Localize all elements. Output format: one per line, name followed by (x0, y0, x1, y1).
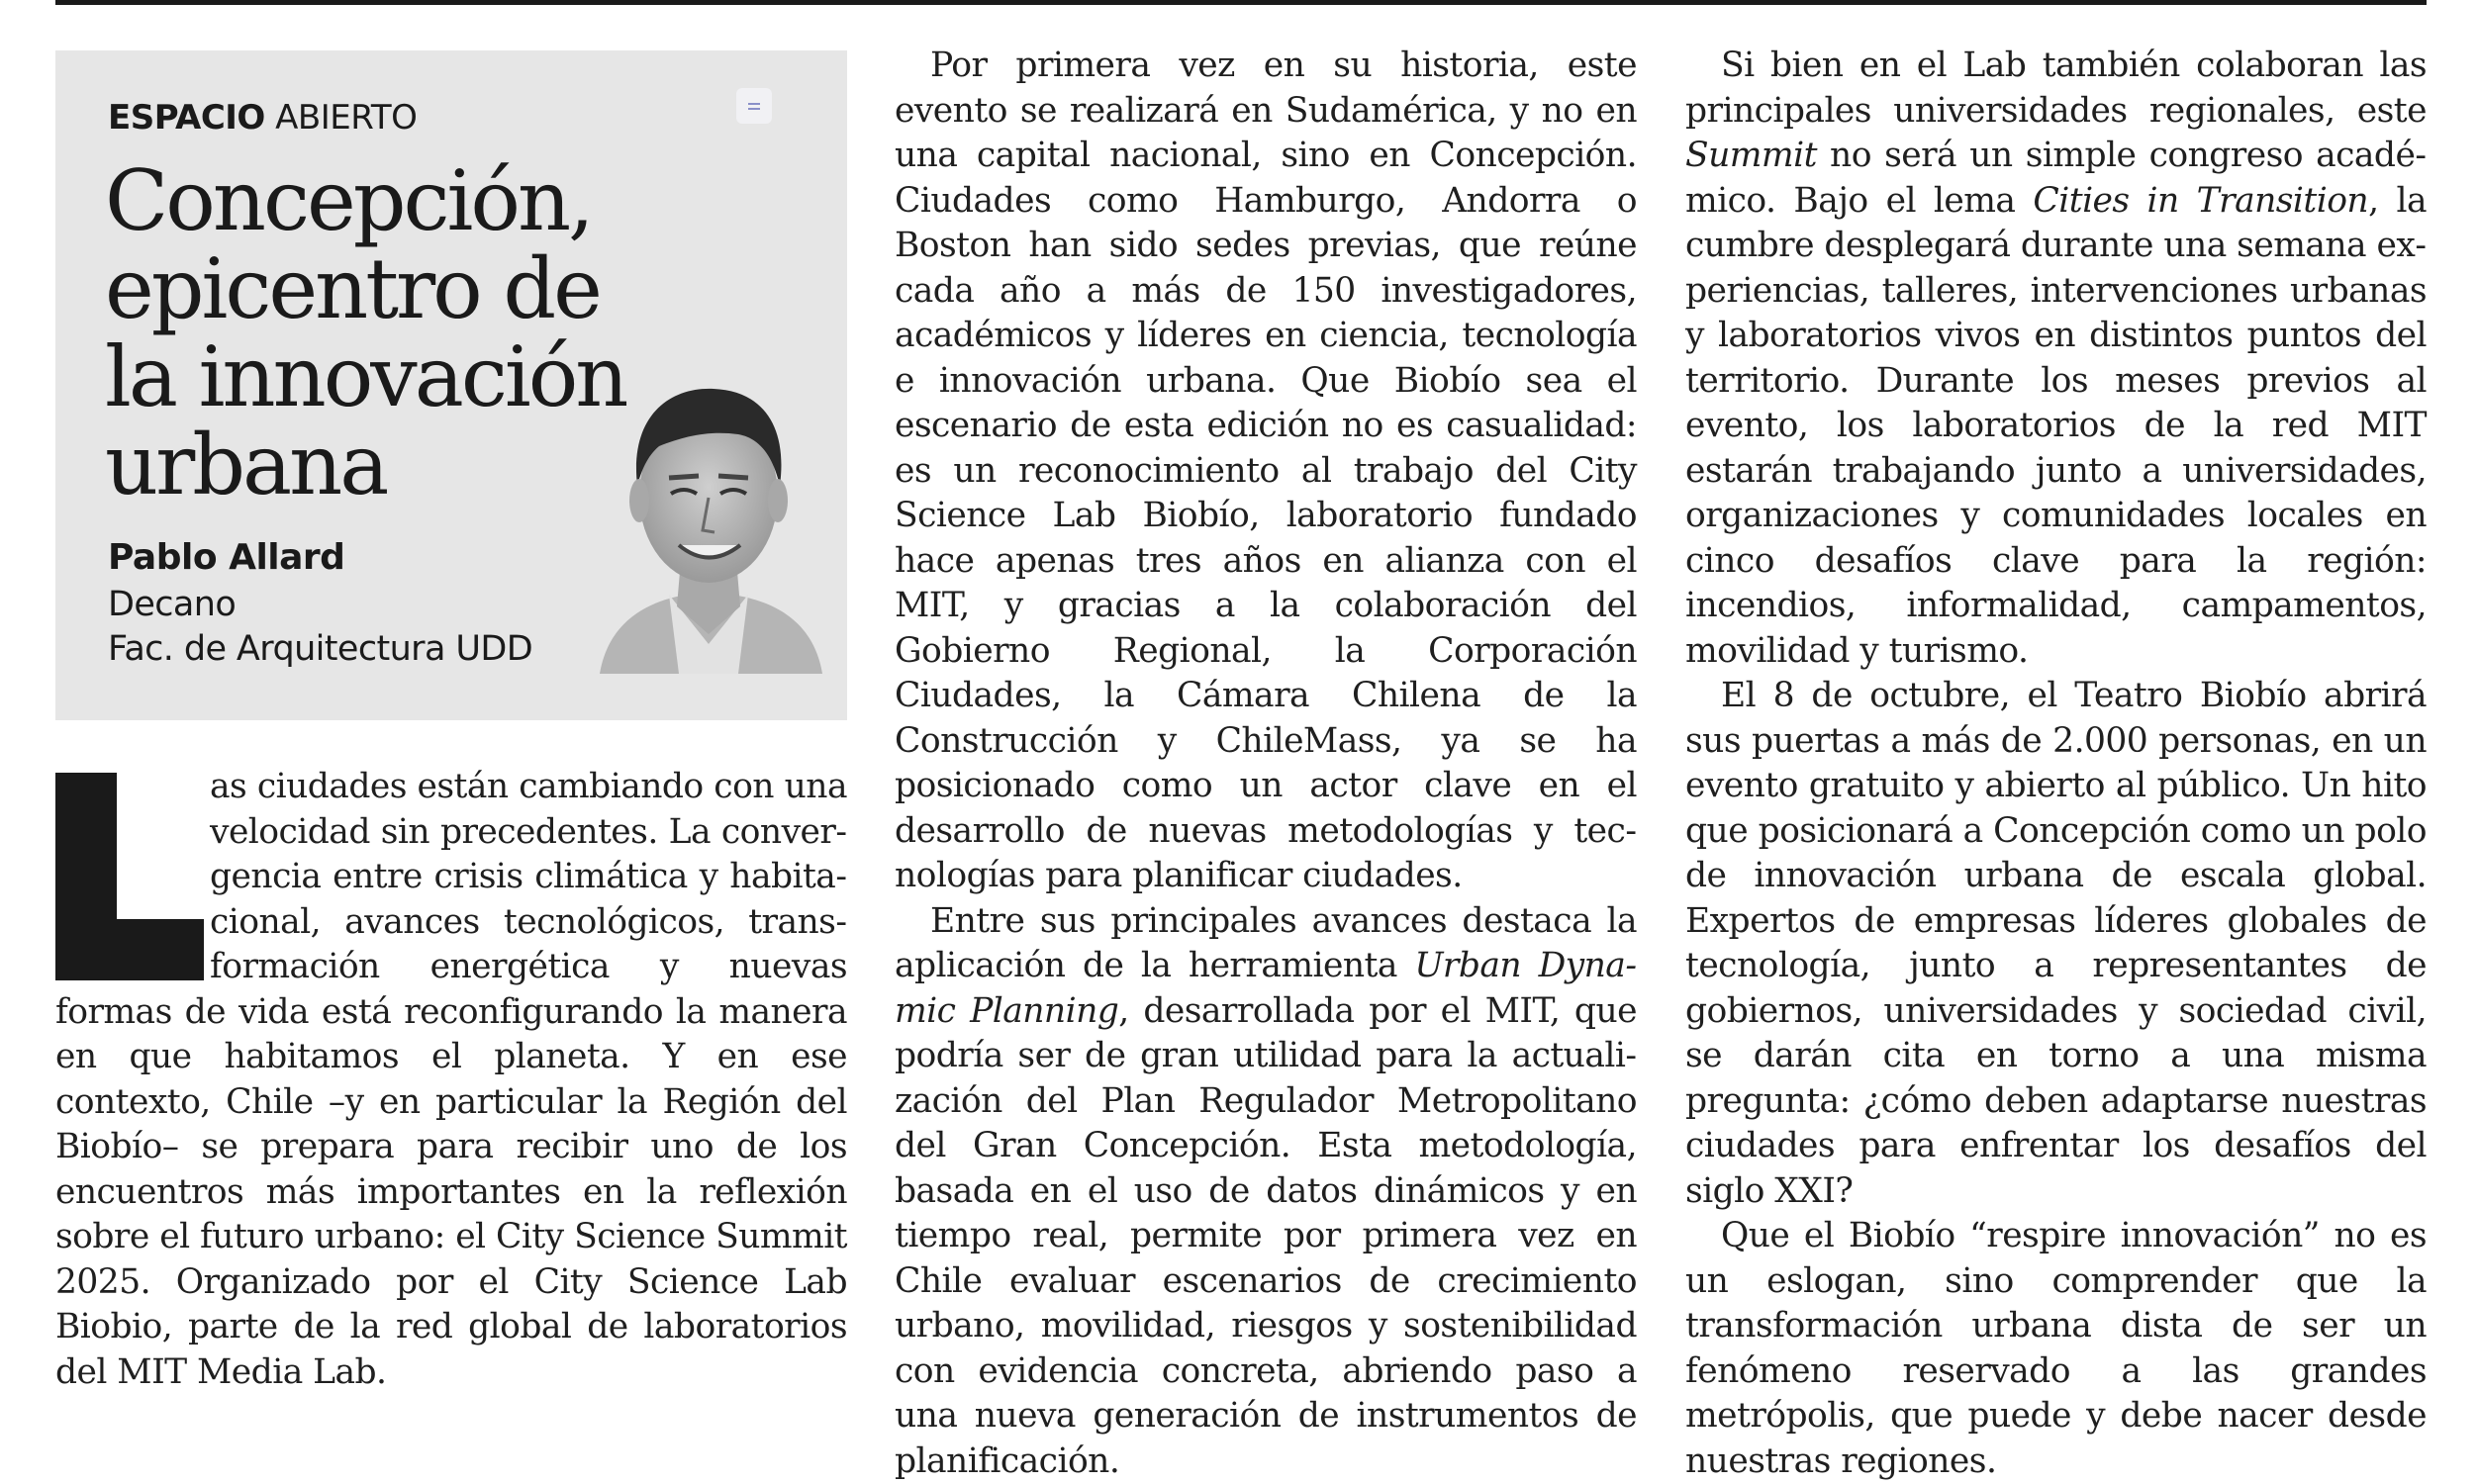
col2-p2-text-b: , desarrollada por el MIT, que podría ser de gran utilidad para la actualización del Plan Regulador Metropolitano del Gran Concepción. Esta metodología, basada en el uso de datos dinámicos y en tiempo real, permite por primera vez en Chile evaluar escenarios de crecimiento urbano, movilidad, riesgos y sostenibilidad con evidencia concreta, abriendo paso a una nueva generación de instrumentos de planificación. (895, 991, 1637, 1481)
col2-paragraph-1: Por primera vez en su historia, este evento se realizará en Sudamérica, y no en una capital nacional, sino en Concepción. Ciudades como Hamburgo, Andorra o Boston han sido sedes previas, que reúne cada año a más de 150 investigadores, académicos y líderes en ciencia, tecnología e innovación urbana. Que Biobío sea el escenario de esta edición no es casualidad: es un reconocimiento al trabajo del City Science Lab Biobío, laboratorio fundado hace apenas tres años en alianza con el MIT, y gracias a la colaboración del Gobierno Regional, la Corporación Ciudades, la Cámara Chilena de la Construcción y ChileMass, ya se ha posicionado como un actor clave en el desarrollo de nuevas metodologías y tecnologías para planificar ciudades. (895, 44, 1637, 899)
author-role (108, 583, 532, 672)
col3-paragraph-1 (1685, 44, 2427, 674)
column-header-box (55, 50, 847, 720)
author-role-line1: Decano (108, 583, 532, 627)
dropcap (55, 773, 204, 980)
col3-paragraph-2: El 8 de octubre, el Teatro Biobío abrirá sus puertas a más de 2.000 personas, en un evento gratuito y abierto al público. Un hito que posicionará a Concepción como un polo de innovación urbana de escala global. Expertos de empresas líderes globales de tecnología, junto a representantes de gobiernos, universidades y sociedad civil, se darán cita en torno a una misma pregunta: ¿cómo deben adaptarse nuestras ciudades para enfrentar los desafíos del siglo XXI? (1685, 674, 2427, 1214)
top-rule (55, 0, 2427, 5)
col2-p2-text-a: Entre sus principales avances destaca la aplicación de la herramienta (895, 901, 1637, 986)
col3-p1-italic-2: Cities in Transition (2033, 181, 2368, 221)
section-label-bold: ESPACIO (108, 98, 265, 138)
section-label-light: ABIERTO (275, 98, 417, 138)
col3-p1-text-a: Si bien en el Lab también colaboran las principales universidades regionales, este (1685, 46, 2427, 131)
dropcap-letter (55, 773, 56, 774)
column-2 (895, 44, 1637, 1484)
author-name: Pablo Allard (108, 537, 344, 578)
author-role-line2: Fac. de Arquitectura UDD (108, 627, 532, 672)
col2-p2-italic: Urban Dynamic Planning (895, 946, 1637, 1031)
col1-paragraph-1: as ciudades están cambiando con una velocidad sin precedentes. La convergencia entre crisis climática y habitacional, avances tecnológicos, transformación energética y nuevas formas de vida está reconfigurando la manera en que habitamos el planeta. Y en ese contexto, Chile –y en particular la Región del Biobío– se prepara para recibir uno de los encuentros más importantes en la reflexión sobre el futuro urbano: el City Science Summit 2025. Organizado por el City Science Lab Biobio, parte de la red global de laboratorios del MIT Media Lab. (55, 765, 847, 1395)
note-icon[interactable] (736, 88, 772, 124)
column-1 (55, 765, 847, 1395)
col3-paragraph-3: Que el Biobío “respire innovación” no es un eslogan, sino comprender que la transformación urbana dista de ser un fenómeno reservado a las grandes metrópolis, que puede y debe nacer desde nuestras regiones. (1685, 1214, 2427, 1484)
section-label (108, 98, 417, 138)
author-portrait (590, 347, 827, 674)
col3-p1-italic-1: Summit (1685, 136, 1817, 175)
col3-p1-text-c: , la cumbre desplegará durante una semana experiencias, talleres, intervenciones urbanas y laboratorios vivos en distintos puntos del territorio. Durante los meses previos al evento, los laboratorios de la red MIT estarán trabajando junto a universidades, organizaciones y comunidades locales en cinco desafíos clave para la región: incendios, informalidad, campamentos, movilidad y turismo. (1685, 181, 2427, 671)
col2-paragraph-2 (895, 899, 1637, 1484)
column-3 (1685, 44, 2427, 1484)
headline: Concepción, epicentro de la innovación urbana (105, 157, 659, 510)
col3-p1-text-b: no será un simple congreso académico. Bajo el lema (1685, 136, 2427, 221)
